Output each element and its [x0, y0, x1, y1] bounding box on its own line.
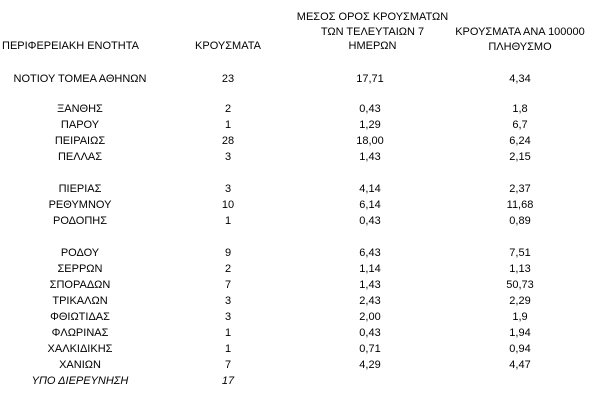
cell-region: ΠΙΕΡΙΑΣ [58, 183, 102, 195]
cell-region: ΠΑΡΟΥ [60, 119, 100, 131]
cell-per-100000: 1,9 [512, 311, 528, 323]
table-row [0, 246, 601, 260]
table-row [0, 310, 601, 324]
cell-cases: 17 [221, 375, 235, 387]
cell-per-100000: 2,37 [509, 183, 531, 195]
header-cases: ΚΡΟΥΣΜΑΤΑ [195, 40, 261, 52]
table-row [0, 342, 601, 356]
table-row [0, 198, 601, 212]
table-row [0, 278, 601, 292]
header-avg-line3: ΗΜΕΡΩΝ [348, 40, 397, 52]
cell-cases: 2 [224, 103, 232, 115]
cell-avg: 6,14 [359, 199, 381, 211]
cell-per-100000: 1,8 [512, 103, 528, 115]
cell-avg: 18,00 [356, 135, 384, 147]
header-per-line1: ΚΡΟΥΣΜΑΤΑ ΑΝΑ 100000 [455, 26, 585, 38]
cell-per-100000: 0,94 [509, 343, 531, 355]
cell-per-100000: 1,94 [509, 327, 531, 339]
cell-per-100000: 7,51 [509, 247, 531, 259]
cell-avg: 4,14 [359, 183, 381, 195]
cell-per-100000: 11,68 [506, 199, 534, 211]
cell-cases: 3 [224, 183, 232, 195]
cell-per-100000: 6,24 [509, 135, 531, 147]
cell-region: ΦΛΩΡΙΝΑΣ [51, 327, 109, 339]
cell-region: ΣΕΡΡΩΝ [57, 263, 103, 275]
table-row [0, 262, 601, 276]
table-row [0, 326, 601, 340]
cell-per-100000: 1,13 [509, 263, 531, 275]
cell-cases: 2 [224, 263, 232, 275]
cell-region: ΤΡΙΚΑΛΩΝ [52, 295, 108, 307]
cell-avg: 1,43 [359, 279, 381, 291]
cell-cases: 1 [224, 343, 232, 355]
cell-region: ΥΠΟ ΔΙΕΡΕΥΝΗΣΗ [31, 375, 129, 387]
cell-region: ΡΟΔΟΥ [60, 247, 100, 259]
header-region: ΠΕΡΙΦΕΡΕΙΑΚΗ ΕΝΟΤΗΤΑ [2, 40, 139, 52]
cell-avg: 1,43 [359, 151, 381, 163]
header-per-line2: ΠΛΗΘΥΣΜΟ [488, 40, 552, 53]
cell-avg: 0,43 [359, 215, 381, 227]
cell-cases: 23 [221, 73, 235, 85]
cell-per-100000: 0,89 [509, 215, 531, 227]
cell-cases: 10 [221, 199, 235, 211]
cell-avg: 2,00 [359, 311, 381, 323]
cell-per-100000: 6,7 [512, 119, 528, 131]
cell-avg: 2,43 [359, 295, 381, 307]
cell-cases: 7 [224, 279, 232, 291]
table-row [0, 102, 601, 116]
cell-region: ΠΕΙΡΑΙΩΣ [54, 135, 106, 147]
cell-per-100000: 2,29 [509, 295, 531, 307]
cell-region: ΞΑΝΘΗΣ [57, 103, 103, 115]
cell-region: ΧΑΝΙΩΝ [59, 359, 101, 371]
table-row [0, 118, 601, 132]
table-row [0, 182, 601, 196]
header-avg-line1: ΜΕΣΟΣ ΟΡΟΣ ΚΡΟΥΣΜΑΤΩΝ [296, 11, 449, 23]
cell-avg: 1,29 [359, 119, 381, 131]
cell-per-100000: 50,73 [506, 279, 534, 291]
cell-cases: 1 [224, 215, 232, 227]
cell-cases: 28 [221, 135, 235, 147]
cell-cases: 3 [224, 295, 232, 307]
cell-per-100000: 2,15 [509, 151, 531, 163]
cell-region: ΡΟΔΟΠΗΣ [52, 215, 108, 227]
cell-cases: 7 [224, 359, 232, 371]
table-row [0, 294, 601, 308]
cell-region: ΦΘΙΩΤΙΔΑΣ [50, 311, 110, 323]
cell-region: ΝΟΤΙΟΥ ΤΟΜΕΑ ΑΘΗΝΩΝ [13, 73, 147, 85]
header-avg-line2: ΤΩΝ ΤΕΛΕΥΤΑΙΩΝ 7 [320, 25, 425, 38]
cell-avg: 0,43 [359, 103, 381, 115]
cell-avg: 17,71 [356, 73, 384, 85]
cell-cases: 3 [224, 151, 232, 163]
cell-cases: 1 [224, 119, 232, 131]
cell-cases: 1 [224, 327, 232, 339]
cell-per-100000: 4,47 [509, 359, 531, 371]
cell-region: ΠΕΛΛΑΣ [57, 151, 103, 163]
cell-per-100000: 4,34 [509, 73, 531, 85]
cell-avg: 6,43 [359, 247, 381, 259]
table-row [0, 214, 601, 228]
cell-region: ΡΕΘΥΜΝΟΥ [48, 199, 112, 211]
table-row [0, 134, 601, 148]
cell-avg: 4,29 [359, 359, 381, 371]
table-row [0, 150, 601, 164]
cell-avg: 0,43 [359, 327, 381, 339]
cell-cases: 3 [224, 311, 232, 323]
cell-avg: 1,14 [359, 263, 381, 275]
cell-avg: 0,71 [359, 343, 381, 355]
cell-cases: 9 [224, 247, 232, 259]
table-row [0, 72, 601, 86]
table-row-under-investigation [0, 374, 601, 388]
table-row [0, 358, 601, 372]
cell-region: ΣΠΟΡΑΔΩΝ [49, 279, 111, 291]
cell-region: ΧΑΛΚΙΔΙΚΗΣ [47, 343, 113, 355]
